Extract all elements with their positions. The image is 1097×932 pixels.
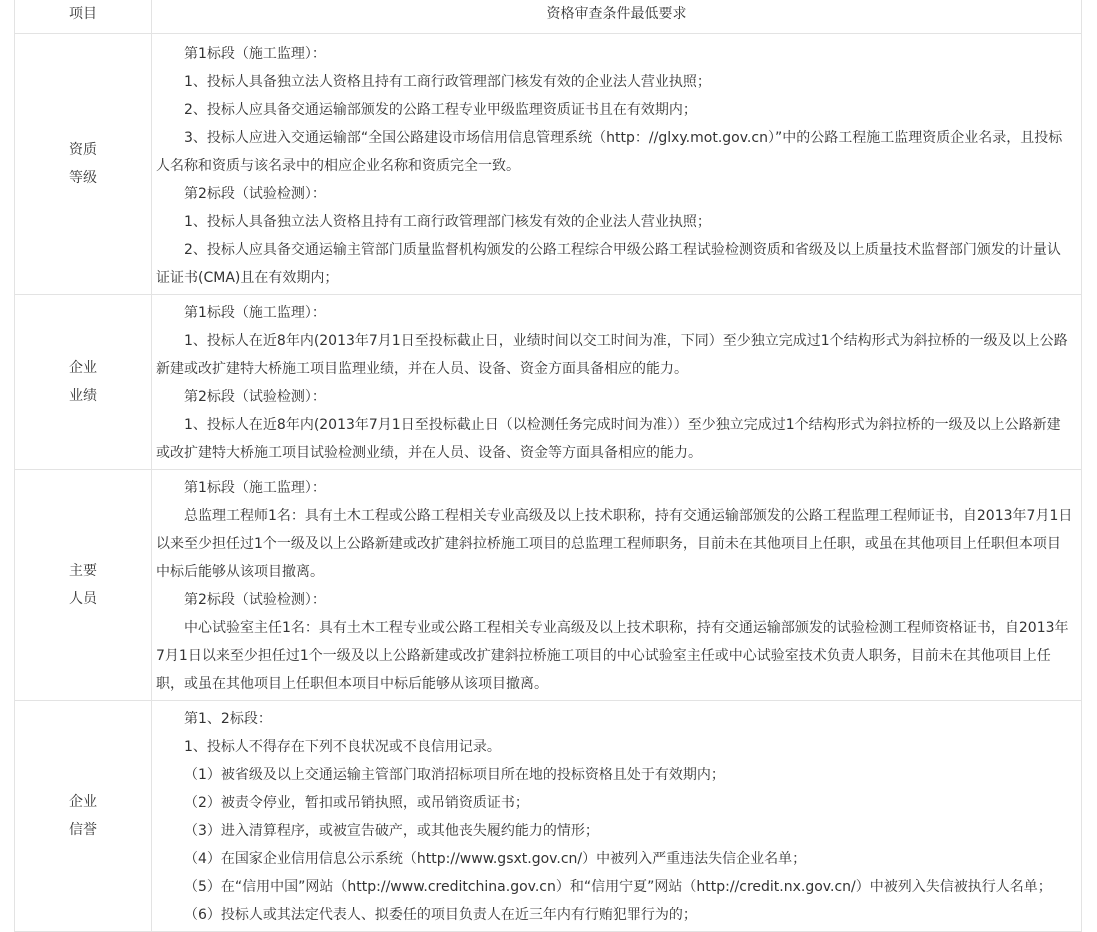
row-label-line: 主要 xyxy=(69,563,97,579)
table-row-performance xyxy=(15,295,1082,470)
table-row-key-personnel xyxy=(15,470,1082,701)
table-header-row xyxy=(15,0,1082,34)
content-paragraph: 中心试验室主任1名：具有土木工程专业或公路工程相关专业高级及以上技术职称，持有交通运输部颁发的试验检测工程师资格证书，自2013年7月1日以来至少担任过1个一级及以上公路新建或改扩建斜拉桥施工项目的中心试验室主任或中心试验室技术负责人职务，目前未在其他项目上任职，或虽在其他项目上任职但本项目中标后能够从该项目撤离。 xyxy=(156,620,1069,692)
content-paragraph: 1、投标人不得存在下列不良状况或不良信用记录。 xyxy=(184,739,501,755)
qualification-table xyxy=(14,0,1082,932)
content-paragraph: 第2标段（试验检测）： xyxy=(184,389,326,405)
content-paragraph: 1、投标人在近8年内(2013年7月1日至投标截止日，业绩时间以交工时间为准，下同）至少独立完成过1个结构形式为斜拉桥的一级及以上公路新建或改扩建特大桥施工项目监理业绩，并在人员、设备、资金方面具备相应的能力。 xyxy=(156,333,1068,377)
content-paragraph: 1、投标人具备独立法人资格且持有工商行政管理部门核发有效的企业法人营业执照； xyxy=(184,214,711,230)
content-paragraph: 第1标段（施工监理）： xyxy=(184,480,326,496)
row-label xyxy=(15,470,152,701)
row-label xyxy=(15,701,152,932)
table-row-qualification-grade xyxy=(15,34,1082,295)
content-paragraph: （1）被省级及以上交通运输主管部门取消招标项目所在地的投标资格且处于有效期内； xyxy=(184,767,725,783)
content-paragraph: 1、投标人具备独立法人资格且持有工商行政管理部门核发有效的企业法人营业执照； xyxy=(184,74,711,90)
row-content xyxy=(152,470,1082,701)
row-content xyxy=(152,295,1082,470)
header-item: 项目 xyxy=(15,0,152,34)
content-paragraph: 第2标段（试验检测）： xyxy=(184,186,326,202)
content-paragraph: （4）在国家企业信用信息公示系统（http://www.gsxt.gov.cn/）中被列入严重违法失信企业名单； xyxy=(184,851,807,867)
row-label-line: 业绩 xyxy=(69,388,97,404)
row-label xyxy=(15,295,152,470)
row-label-line: 人员 xyxy=(69,591,97,607)
row-content xyxy=(152,34,1082,295)
row-content xyxy=(152,701,1082,932)
content-paragraph: 第1标段（施工监理）： xyxy=(184,305,326,321)
row-label-line: 资质 xyxy=(69,142,97,158)
table-row-credit xyxy=(15,701,1082,932)
content-paragraph: 1、投标人在近8年内(2013年7月1日至投标截止日（以检测任务完成时间为准））至少独立完成过1个结构形式为斜拉桥的一级及以上公路新建或改扩建特大桥施工项目试验检测业绩，并在人员、设备、资金等方面具备相应的能力。 xyxy=(156,417,1061,461)
content-paragraph: 总监理工程师1名：具有土木工程或公路工程相关专业高级及以上技术职称，持有交通运输部颁发的公路工程监理工程师证书，自2013年7月1日以来至少担任过1个一级及以上公路新建或改扩建斜拉桥施工项目的总监理工程师职务，目前未在其他项目上任职，或虽在其他项目上任职但本项目中标后能够从该项目撤离。 xyxy=(156,508,1073,580)
content-paragraph: 第2标段（试验检测）： xyxy=(184,592,326,608)
content-paragraph: 2、投标人应具备交通运输部颁发的公路工程专业甲级监理资质证书且在有效期内； xyxy=(184,102,697,118)
row-label-line: 企业 xyxy=(69,360,97,376)
content-paragraph: 第1、2标段： xyxy=(184,711,272,727)
row-label-line: 企业 xyxy=(69,794,97,810)
content-paragraph: 第1标段（施工监理）： xyxy=(184,46,326,62)
row-label-line: 等级 xyxy=(69,170,97,186)
row-label-line: 信誉 xyxy=(69,822,97,838)
content-paragraph: 2、投标人应具备交通运输主管部门质量监督机构颁发的公路工程综合甲级公路工程试验检测资质和省级及以上质量技术监督部门颁发的计量认证证书(CMA)且在有效期内； xyxy=(156,242,1061,286)
header-requirement: 资格审查条件最低要求 xyxy=(152,0,1082,34)
content-paragraph: （3）进入清算程序，或被宣告破产，或其他丧失履约能力的情形； xyxy=(184,823,599,839)
row-label xyxy=(15,34,152,295)
content-paragraph: 3、投标人应进入交通运输部“全国公路建设市场信用信息管理系统（http：//glxy.mot.gov.cn）”中的公路工程施工监理资质企业名录，且投标人名称和资质与该名录中的相应企业名称和资质完全一致。 xyxy=(156,130,1063,174)
content-paragraph: （2）被责令停业，暂扣或吊销执照，或吊销资质证书； xyxy=(184,795,529,811)
content-paragraph: （6）投标人或其法定代表人、拟委任的项目负责人在近三年内有行贿犯罪行为的； xyxy=(184,907,697,923)
content-paragraph: （5）在“信用中国”网站（http://www.creditchina.gov.cn）和“信用宁夏”网站（http://credit.nx.gov.cn/）中被列入失信被执行人名单； xyxy=(184,879,1052,895)
